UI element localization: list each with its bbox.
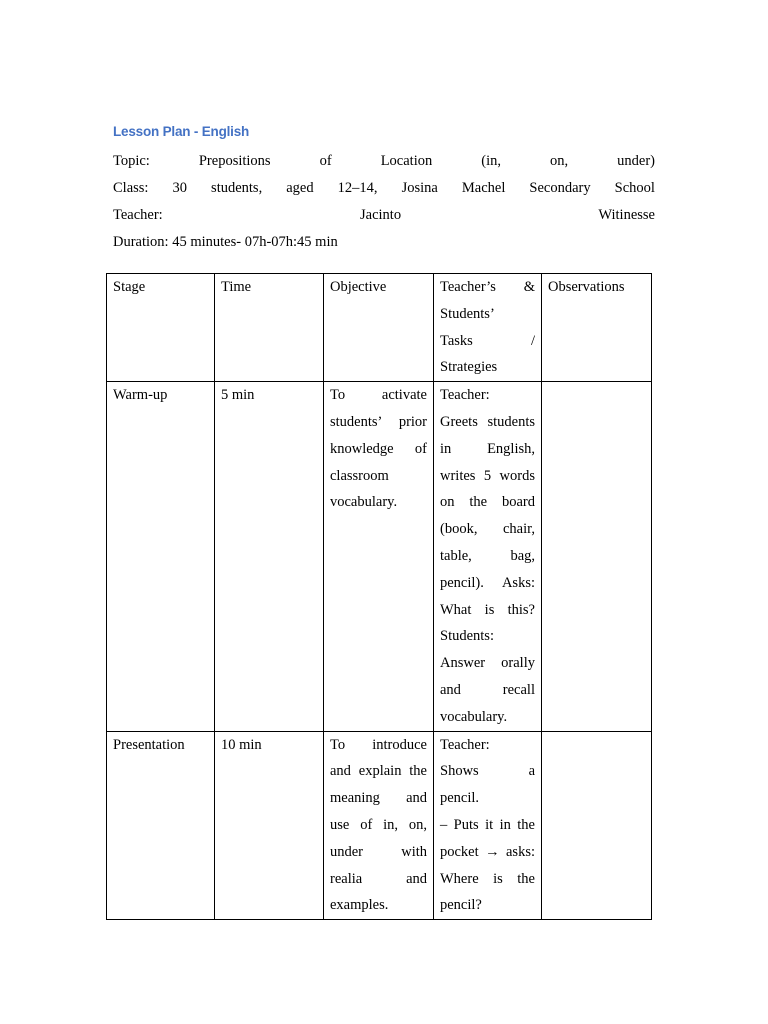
table-row xyxy=(107,382,652,731)
class-word: aged xyxy=(286,180,314,196)
tasks-line: Students: xyxy=(440,628,494,645)
objective-line: To introduce xyxy=(330,736,427,753)
header-tasks-line: Teacher’s & xyxy=(440,279,535,295)
objective-line: use of in, on, xyxy=(330,816,427,833)
topic-word: under) xyxy=(617,153,655,169)
duration-line xyxy=(113,232,655,252)
tasks-line: Where is the xyxy=(440,870,535,887)
topic-word: Location xyxy=(380,153,433,169)
stage-cell: Presentation xyxy=(107,731,215,920)
tasks-line: pocket → asks: xyxy=(440,843,535,860)
header-tasks-line: Tasks / xyxy=(440,332,535,349)
class-line xyxy=(113,178,655,198)
topic-word: Topic: xyxy=(113,153,150,169)
objective-line: classroom xyxy=(330,467,389,484)
tasks-line: writes 5 words xyxy=(440,467,535,484)
teacher-word: Witinesse xyxy=(598,207,655,223)
class-word: Josina xyxy=(401,180,438,196)
table-row xyxy=(107,731,652,920)
table-header-row xyxy=(107,274,652,382)
header-time: Time xyxy=(215,274,324,382)
topic-word: Prepositions xyxy=(198,153,271,169)
class-word: Secondary xyxy=(529,180,591,196)
objective-line: vocabulary. xyxy=(330,494,398,511)
tasks-line: table, bag, xyxy=(440,547,535,564)
tasks-line: Greets students xyxy=(440,413,535,430)
lesson-plan-table xyxy=(106,273,652,920)
tasks-line: What is this? xyxy=(440,601,535,618)
tasks-line: in English, xyxy=(440,440,535,457)
tasks-line: on the board xyxy=(440,494,535,511)
header-tasks xyxy=(434,274,542,382)
time-cell: 10 min xyxy=(215,731,324,920)
teacher-line xyxy=(113,205,655,225)
topic-line xyxy=(113,151,655,171)
tasks-line: Teacher: xyxy=(440,387,490,404)
tasks-line: pencil? xyxy=(440,897,482,914)
objective-line: knowledge of xyxy=(330,440,427,457)
header-tasks-line: Students’ xyxy=(440,305,495,322)
header-tasks-line: Strategies xyxy=(440,359,498,376)
tasks-line: pencil). Asks: xyxy=(440,574,535,591)
topic-word: on, xyxy=(550,153,569,169)
objective-cell xyxy=(324,382,434,731)
tasks-line: pencil. xyxy=(440,790,480,807)
time-cell: 5 min xyxy=(215,382,324,731)
header-observations: Observations xyxy=(542,274,652,382)
tasks-cell xyxy=(434,731,542,920)
document-title: Lesson Plan - English xyxy=(113,124,250,139)
objective-line: realia and xyxy=(330,870,427,887)
tasks-cell xyxy=(434,382,542,731)
class-word: School xyxy=(614,180,655,196)
topic-word: of xyxy=(319,153,332,169)
tasks-line: vocabulary. xyxy=(440,708,508,725)
class-word: students, xyxy=(211,180,263,196)
objective-line: under with xyxy=(330,843,427,860)
objective-line: and explain the xyxy=(330,763,427,780)
tasks-line: Teacher: xyxy=(440,736,490,753)
objective-cell xyxy=(324,731,434,920)
class-word: Machel xyxy=(461,180,506,196)
tasks-line: Answer orally xyxy=(440,655,535,672)
tasks-line: and recall xyxy=(440,681,535,698)
objective-line: students’ prior xyxy=(330,413,427,430)
objective-line: To activate xyxy=(330,387,427,404)
class-word: 12–14, xyxy=(337,180,378,196)
tasks-line: (book, chair, xyxy=(440,521,535,538)
class-word: Class: xyxy=(113,180,149,196)
objective-line: examples. xyxy=(330,897,389,914)
tasks-line: – Puts it in the xyxy=(440,816,535,833)
observations-cell xyxy=(542,731,652,920)
tasks-line: Shows a xyxy=(440,763,535,780)
header-objective: Objective xyxy=(324,274,434,382)
objective-line: meaning and xyxy=(330,790,427,807)
header-stage: Stage xyxy=(107,274,215,382)
stage-cell: Warm-up xyxy=(107,382,215,731)
duration-text: Duration: 45 minutes- 07h-07h:45 min xyxy=(113,234,338,250)
observations-cell xyxy=(542,382,652,731)
topic-word: (in, xyxy=(481,153,501,169)
class-word: 30 xyxy=(172,180,187,196)
teacher-word: Teacher: xyxy=(113,207,163,223)
teacher-word: Jacinto xyxy=(360,207,402,223)
